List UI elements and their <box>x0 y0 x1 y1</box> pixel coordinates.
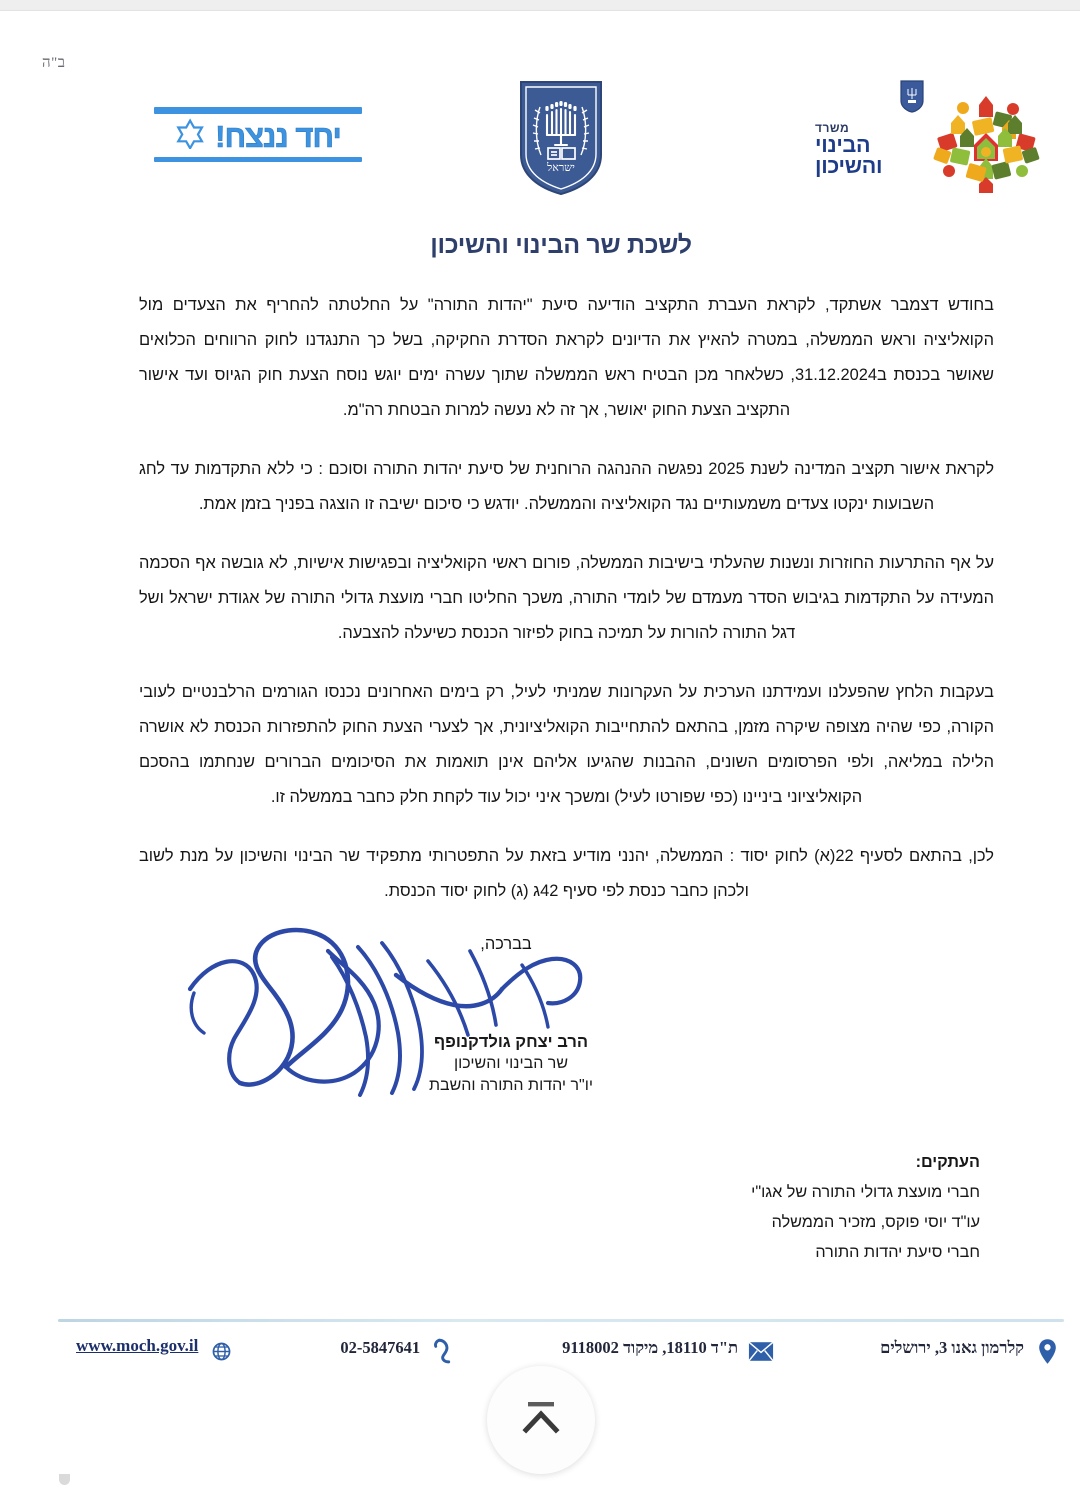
letter-body <box>139 288 994 909</box>
footer-address-text: קלרמון גאנו 3, ירושלים <box>880 1338 1024 1357</box>
footer-phone <box>340 1336 456 1366</box>
body-paragraph: לכן, בהתאם לסעיף 22(א) לחוק יסוד : הממשלה, יהנני מודיע בזאת על התפטרותי מתפקיד שר הבינוי והשיכון על מנת לשוב ולכהן כחבר כנסת לפי סעיף 42ג (ג) לחוק יסוד הכנסת. <box>139 847 994 900</box>
signatory-role: שר הבינוי והשיכון <box>453 1055 569 1072</box>
footer-website[interactable] <box>76 1336 234 1366</box>
document-page <box>42 11 1080 1474</box>
star-of-david-icon <box>175 118 206 154</box>
footer-divider <box>58 1319 1064 1322</box>
body-paragraph: בעקבות הלחץ שהפעלנו ועמידתנו הערכית על העקרונות שמניתי לעיל, רק בימים האחרונים נכנסו הגורמים הרלבנטיים לעובי הקורה, כפי שהיה מצופה שיקרה מזמן, בהתאם להתחייבות הקואליציונית, אך לצערי הצעת החוק להתפזרות הכנסת לא אושרה הלילה במליאה, ולפי הפרסומים השונים, ההבנות שהגיעו אליהם אינן תואמות את הסיכומים הברורים שנחתמו בהסכם הקואליציוני ביניינו (כפי שפורטו לעיל) ומשכך איני יכול עוד לקחת חלק כחבר בממשלה זו. <box>139 683 994 806</box>
vertical-scrollbar-track[interactable] <box>29 11 42 1474</box>
flag-bar-bottom <box>154 157 362 162</box>
copies-recipient: עו"ד יוסי פוקס, מזכיר הממשלה <box>771 1213 980 1231</box>
body-paragraph: על אף ההתרעות החוזרות ונשנות שהעלתי בישיבות הממשלה, פורום ראשי הקואליציה ובפגישות אישיות, לא גובשה אף הסכמה המעידה על התקדמות בגיבוש הסדר מעמדם של לומדי התורה, משכך החליטו חברי מועצת גדולי התורה של אגודת ישראל ושל דגל התורה להורות על תמיכה בחוק לפיזור הכנסת כשיעלה להצבעה. <box>139 554 994 642</box>
housing-star-mosaic-icon <box>927 83 1045 201</box>
header-logos <box>42 79 1080 219</box>
footer-mail-text: ת"ד 18110, מיקוד 9118002 <box>562 1338 739 1357</box>
emblem-caption: ישראל <box>547 162 575 174</box>
signatory-name: הרב יצחק גולדקנופף <box>434 1033 588 1051</box>
envelope-icon <box>748 1336 774 1366</box>
body-paragraph: לקראת אישור תקציב המדינה לשנת 2025 נפגשה ההנהגה הרוחנית של סיעת יהדות התורה וסוכם : כי ללא התקדמות עד לחג השבועות ינקטו צעדים משמעותיים נגד הקואליציה והממשלה. יודגש כי סיכום ישיבה זו הוצגה בפניך בזמן אמת. <box>139 460 995 513</box>
flag-bar-top <box>154 107 362 114</box>
scroll-to-top-button[interactable] <box>487 1366 595 1474</box>
ministry-word-misrad: משרד <box>815 121 850 135</box>
copies-recipient: חברי סיעת יהדות התורה <box>815 1243 980 1261</box>
ministry-word-binui: הבינוי <box>815 133 871 157</box>
footer-phone-text: 02-5847641 <box>340 1338 421 1357</box>
yachad-nenatzeach-logo <box>154 107 362 173</box>
state-emblem-icon <box>515 79 607 197</box>
copies-title: העתקים: <box>915 1153 980 1171</box>
ministry-logo-text <box>815 91 927 177</box>
bh-mark: ב"ה <box>42 55 66 71</box>
copies-recipient: חברי מועצת גדולי התורה של אגו"י <box>751 1183 980 1201</box>
body-paragraph: בחודש דצמבר אשתקד, לקראת העברת התקציב הודיעה סיעת "יהדות התורה" על החלטתה להחריף את הצעדים מול הקואליציה וראש הממשלה, במטרה להאיץ את הדיונים לקראת הסדרת החקיקה, בשל כך התנגדנו לחוק הרווחים הכלואים שאושר בכנסת ב31.12.2024, כשלאחר מכן הבטיח ראש הממשלה שתוך עשרה ימים יוגש נוסח הצעת חוק הגיוס ועד אישור התקציב הצעת החוק יאושר, אך זה לא נעשה למרות הבטחת רה"מ. <box>139 296 994 419</box>
yachad-logo-text: יחד ננצח! <box>215 118 341 154</box>
footer-mail <box>562 1336 774 1366</box>
viewer-top-bar <box>0 0 1080 11</box>
ministry-logo <box>815 79 1045 204</box>
copies-section <box>42 1147 980 1267</box>
chevron-up-icon <box>517 1398 565 1442</box>
signature-block <box>42 935 1080 1125</box>
location-pin-icon <box>1034 1336 1060 1366</box>
signature-identity <box>42 1031 1080 1097</box>
page-title: לשכת שר הבינוי והשיכון <box>430 231 692 259</box>
document-footer <box>42 1319 1080 1366</box>
footer-address <box>880 1336 1060 1366</box>
footer-website-link[interactable]: www.moch.gov.il <box>76 1336 199 1355</box>
ministry-word-shikun: והשיכון <box>815 154 883 178</box>
signatory-role-secondary: יו"ר יהדות התורה והשבת <box>428 1077 594 1094</box>
globe-icon <box>208 1336 234 1366</box>
signature-regards: בברכה, <box>480 935 532 953</box>
phone-icon <box>430 1336 456 1366</box>
